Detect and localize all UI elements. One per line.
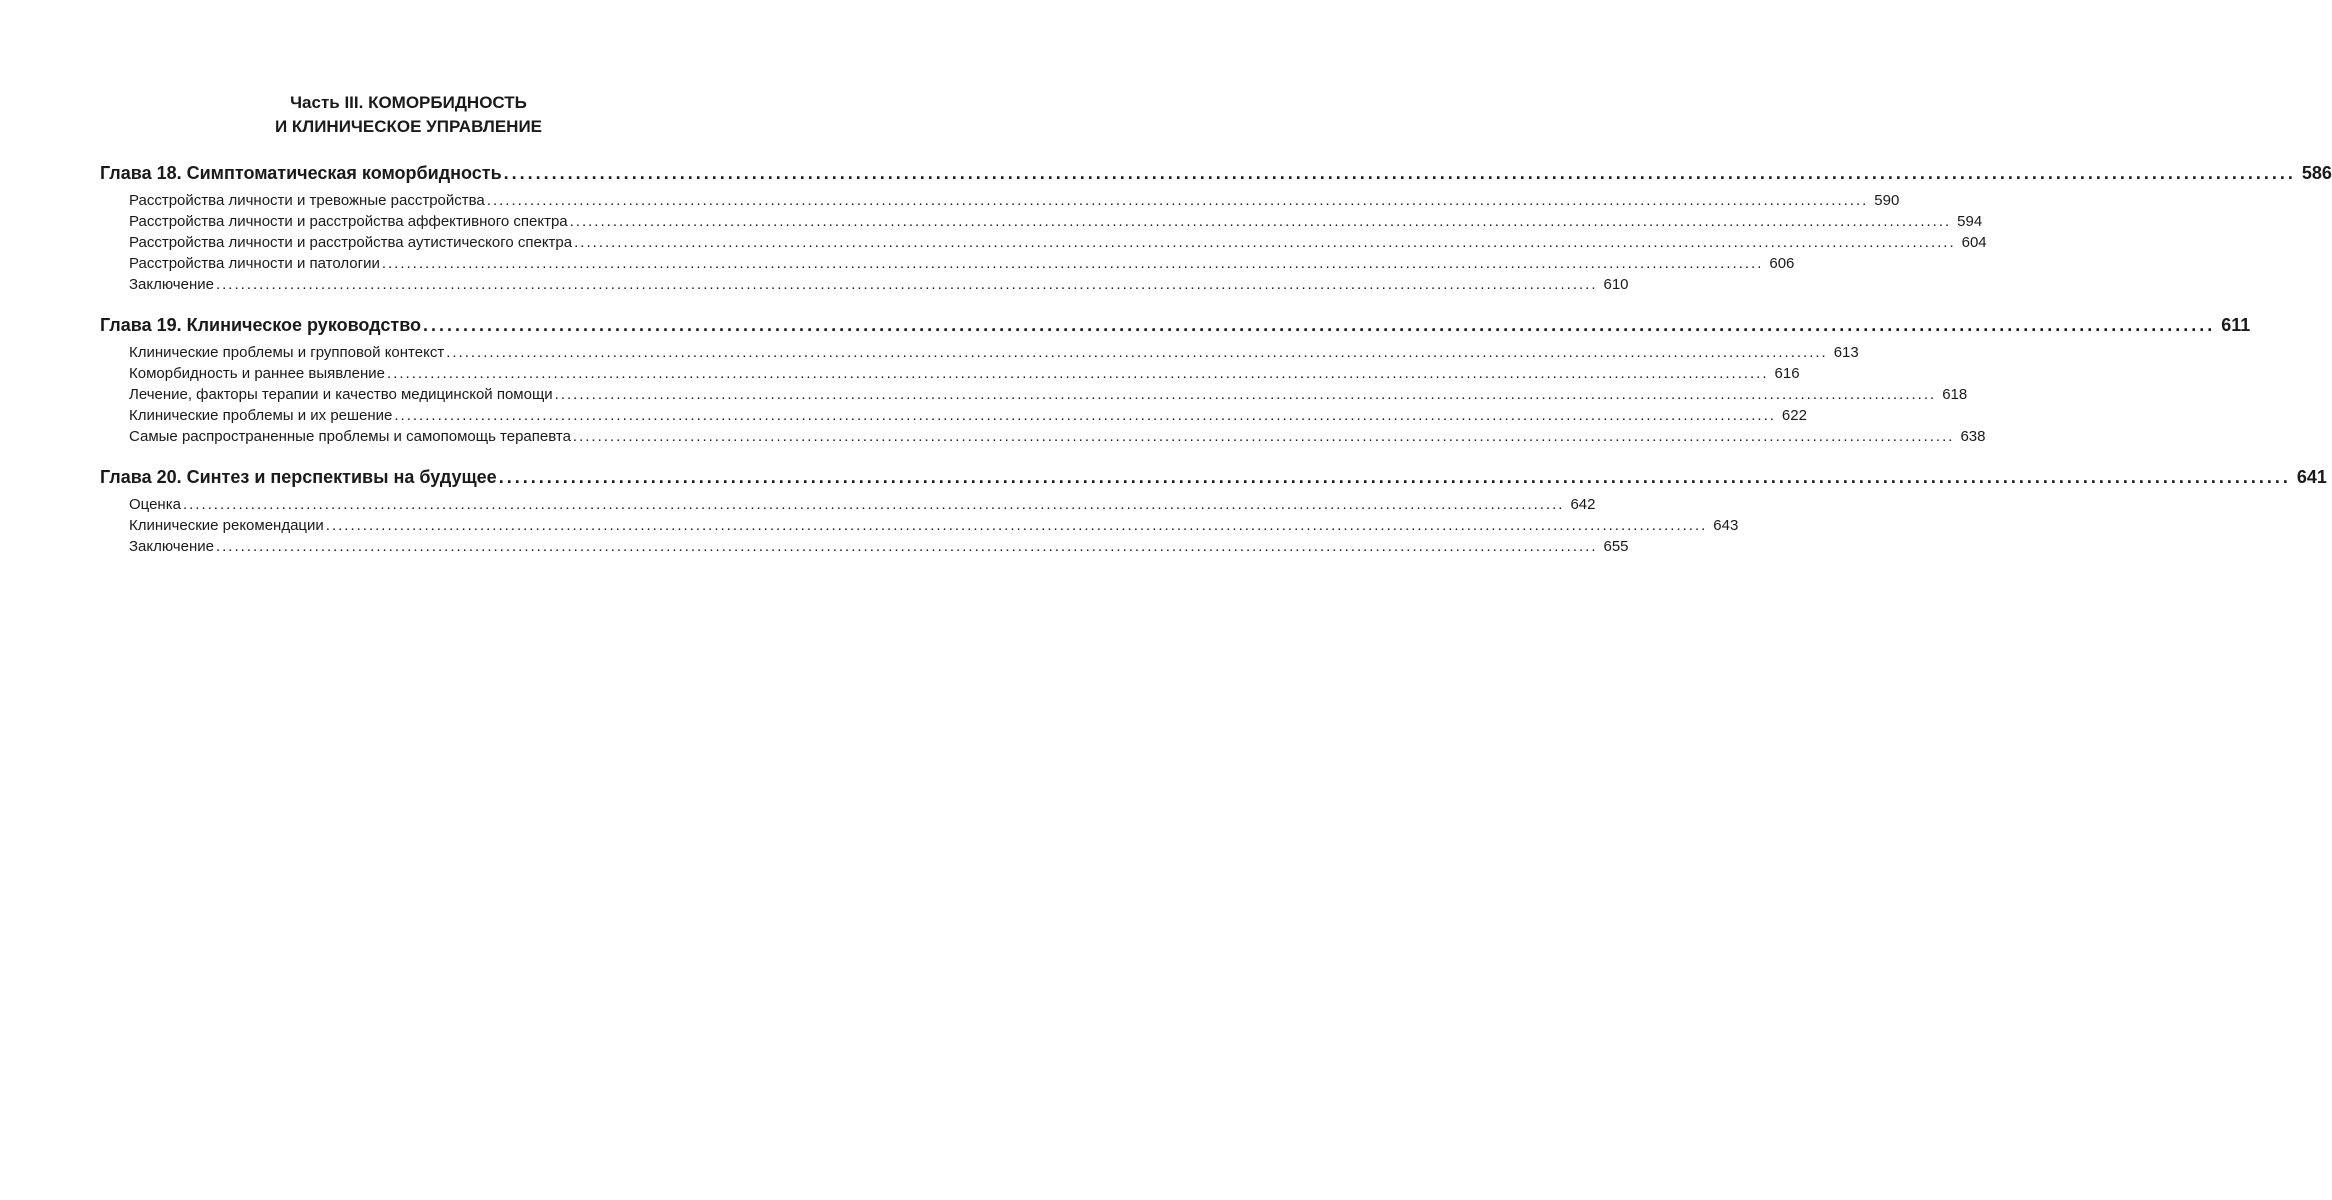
dot-leader	[394, 405, 1776, 426]
dot-leader	[570, 211, 1952, 232]
dot-leader	[574, 232, 1956, 253]
toc-entry[interactable]	[129, 494, 1596, 515]
part-title-line-1: Часть III. КОМОРБИДНОСТЬ	[290, 93, 527, 112]
part-title	[100, 91, 717, 139]
toc-entry[interactable]	[129, 405, 1807, 426]
entry-page-number: 590	[1874, 192, 1900, 209]
entry-title: Клинические рекомендации	[129, 517, 324, 534]
chapter-title: Глава 19. Клиническое руководство	[100, 315, 422, 335]
dot-leader	[487, 190, 1869, 211]
entry-page-number: 606	[1769, 255, 1795, 272]
chapter-heading[interactable]	[100, 160, 2332, 186]
entry-page-number: 610	[1603, 276, 1629, 293]
dot-leader	[382, 253, 1764, 274]
entry-page-number: 643	[1713, 517, 1739, 534]
toc-entry[interactable]	[129, 363, 1800, 384]
chapter-heading[interactable]	[100, 464, 2327, 490]
toc-entry[interactable]	[129, 274, 1629, 295]
entry-page-number: 613	[1833, 344, 1859, 361]
toc-entry[interactable]	[129, 232, 1987, 253]
chapter-heading[interactable]	[100, 312, 2251, 338]
table-of-contents	[100, 91, 2332, 557]
dot-leader	[499, 464, 2291, 490]
entry-title: Коморбидность и раннее выявление	[129, 365, 386, 382]
entry-title: Заключение	[129, 276, 214, 293]
section-list	[100, 342, 1986, 447]
chapter-page-number: 641	[2296, 467, 2327, 487]
dot-leader	[216, 536, 1598, 557]
toc-entry[interactable]	[129, 211, 1983, 232]
dot-leader	[446, 342, 1828, 363]
dot-leader	[423, 312, 2215, 338]
entry-title: Заключение	[129, 538, 214, 555]
entry-page-number: 616	[1774, 365, 1800, 382]
entry-page-number: 655	[1603, 538, 1629, 555]
toc-entry[interactable]	[129, 190, 1900, 211]
entry-page-number: 642	[1570, 496, 1596, 513]
chapter-title: Глава 18. Симптоматическая коморбидность	[100, 163, 502, 183]
section-list	[100, 190, 1987, 295]
dot-leader	[326, 515, 1708, 536]
chapter-page-number: 586	[2301, 163, 2332, 183]
section-list	[100, 494, 1739, 557]
chapter-20	[100, 464, 2327, 557]
dot-leader	[387, 363, 1769, 384]
entry-title: Расстройства личности и патологии	[129, 255, 380, 272]
entry-page-number: 594	[1957, 213, 1983, 230]
dot-leader	[504, 160, 2296, 186]
chapter-18	[100, 160, 2332, 295]
dot-leader	[555, 384, 1937, 405]
part-title-line-2: И КЛИНИЧЕСКОЕ УПРАВЛЕНИЕ	[274, 117, 543, 136]
entry-title: Самые распространенные проблемы и самопомощь терапевта	[129, 428, 571, 445]
entry-page-number: 622	[1781, 407, 1807, 424]
entry-page-number: 604	[1961, 234, 1987, 251]
entry-page-number: 638	[1960, 428, 1986, 445]
entry-title: Расстройства личности и расстройства аутистического спектра	[129, 234, 573, 251]
toc-entry[interactable]	[129, 536, 1629, 557]
dot-leader	[573, 426, 1955, 447]
toc-entry[interactable]	[129, 342, 1859, 363]
entry-title: Клинические проблемы и групповой контекст	[129, 344, 445, 361]
chapter-title: Глава 20. Синтез и перспективы на будущее	[100, 467, 497, 487]
entry-title: Расстройства личности и расстройства аффективного спектра	[129, 213, 568, 230]
entry-page-number: 618	[1942, 386, 1968, 403]
entry-title: Оценка	[129, 496, 181, 513]
entry-title: Расстройства личности и тревожные расстройства	[129, 192, 485, 209]
toc-entry[interactable]	[129, 426, 1986, 447]
chapter-page-number: 611	[2221, 315, 2251, 335]
entry-title: Лечение, факторы терапии и качество медицинской помощи	[129, 386, 553, 403]
dot-leader	[183, 494, 1565, 515]
toc-entry[interactable]	[129, 384, 1968, 405]
dot-leader	[216, 274, 1598, 295]
chapter-19	[100, 312, 2251, 447]
toc-entry[interactable]	[129, 253, 1795, 274]
entry-title: Клинические проблемы и их решение	[129, 407, 393, 424]
toc-entry[interactable]	[129, 515, 1739, 536]
